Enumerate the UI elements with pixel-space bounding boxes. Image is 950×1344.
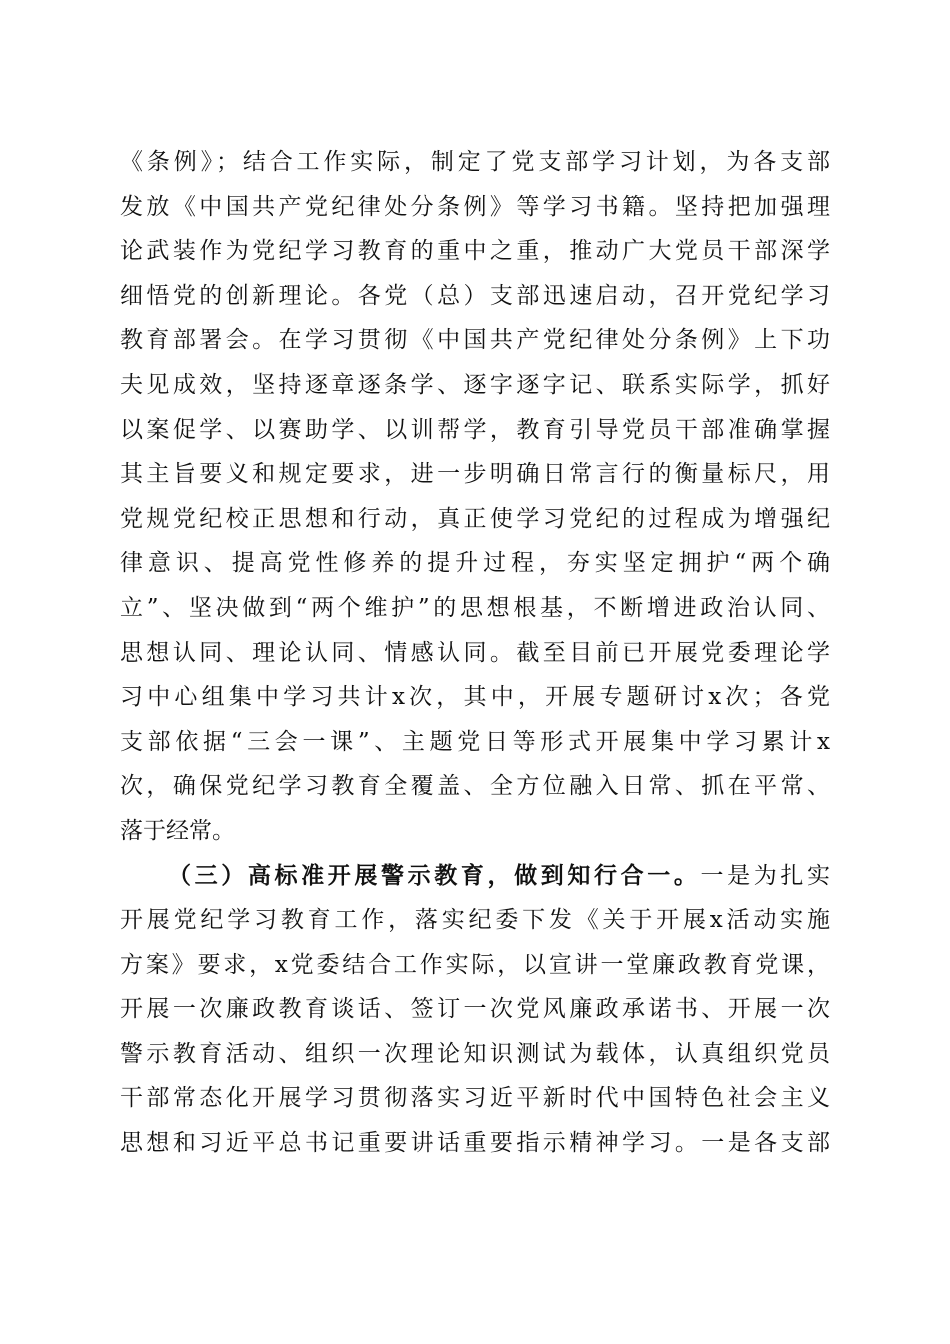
text-line: 开展一次廉政教育谈话、签订一次党风廉政承诺书、开展一次 <box>120 996 830 1023</box>
text-line: 方案》要求，x党委结合工作实际，以宣讲一堂廉政教育党课， <box>120 951 830 978</box>
text-line: 论武装作为党纪学习教育的重中之重，推动广大党员干部深学 <box>120 238 830 265</box>
text-line: 警示教育活动、组织一次理论知识测试为载体，认真组织党员 <box>120 1040 830 1067</box>
section-heading: （三）高标准开展警示教育，做到知行合一。 <box>168 861 701 889</box>
text-line: 其主旨要义和规定要求，进一步明确日常言行的衡量标尺，用 <box>120 461 830 488</box>
text-line: 立”、坚决做到“两个维护”的思想根基，不断增进政治认同、 <box>120 594 830 621</box>
paragraph-2 <box>120 854 830 1166</box>
heading-line-rest: 一是为扎实 <box>700 862 830 889</box>
text-line: 开展党纪学习教育工作，落实纪委下发《关于开展x活动实施 <box>120 907 830 934</box>
text-line: 思想认同、理论认同、情感认同。截至目前已开展党委理论学 <box>120 639 830 666</box>
text-line: 思想和习近平总书记重要讲话重要指示精神学习。一是各支部 <box>120 1130 830 1157</box>
text-line: 律意识、提高党性修养的提升过程，夯实坚定拥护“两个确 <box>120 550 830 577</box>
paragraph-2-first-line <box>120 854 830 899</box>
paragraph-1 <box>120 140 830 854</box>
text-line: 夫见成效，坚持逐章逐条学、逐字逐字记、联系实际学，抓好 <box>120 371 830 398</box>
text-line: 细悟党的创新理论。各党（总）支部迅速启动，召开党纪学习 <box>120 282 830 309</box>
text-line: 次，确保党纪学习教育全覆盖、全方位融入日常、抓在平常、 <box>120 773 830 800</box>
text-line: 《条例》；结合工作实际，制定了党支部学习计划，为各支部 <box>120 149 830 175</box>
text-line: 以案促学、以赛助学、以训帮学，教育引导党员干部准确掌握 <box>120 416 830 443</box>
text-line: 教育部署会。在学习贯彻《中国共产党纪律处分条例》上下功 <box>120 327 830 354</box>
text-line-last: 落于经常。 <box>120 817 235 844</box>
document-body <box>120 140 830 1166</box>
text-line: 党规党纪校正思想和行动，真正使学习党纪的过程成为增强纪 <box>120 505 830 532</box>
text-line: 发放《中国共产党纪律处分条例》等学习书籍。坚持把加强理 <box>120 193 830 220</box>
text-line: 支部依据“三会一课”、主题党日等形式开展集中学习累计x <box>120 728 830 755</box>
text-line: 干部常态化开展学习贯彻落实习近平新时代中国特色社会主义 <box>120 1085 830 1112</box>
text-line: 习中心组集中学习共计x次，其中，开展专题研讨x次；各党 <box>120 684 830 711</box>
